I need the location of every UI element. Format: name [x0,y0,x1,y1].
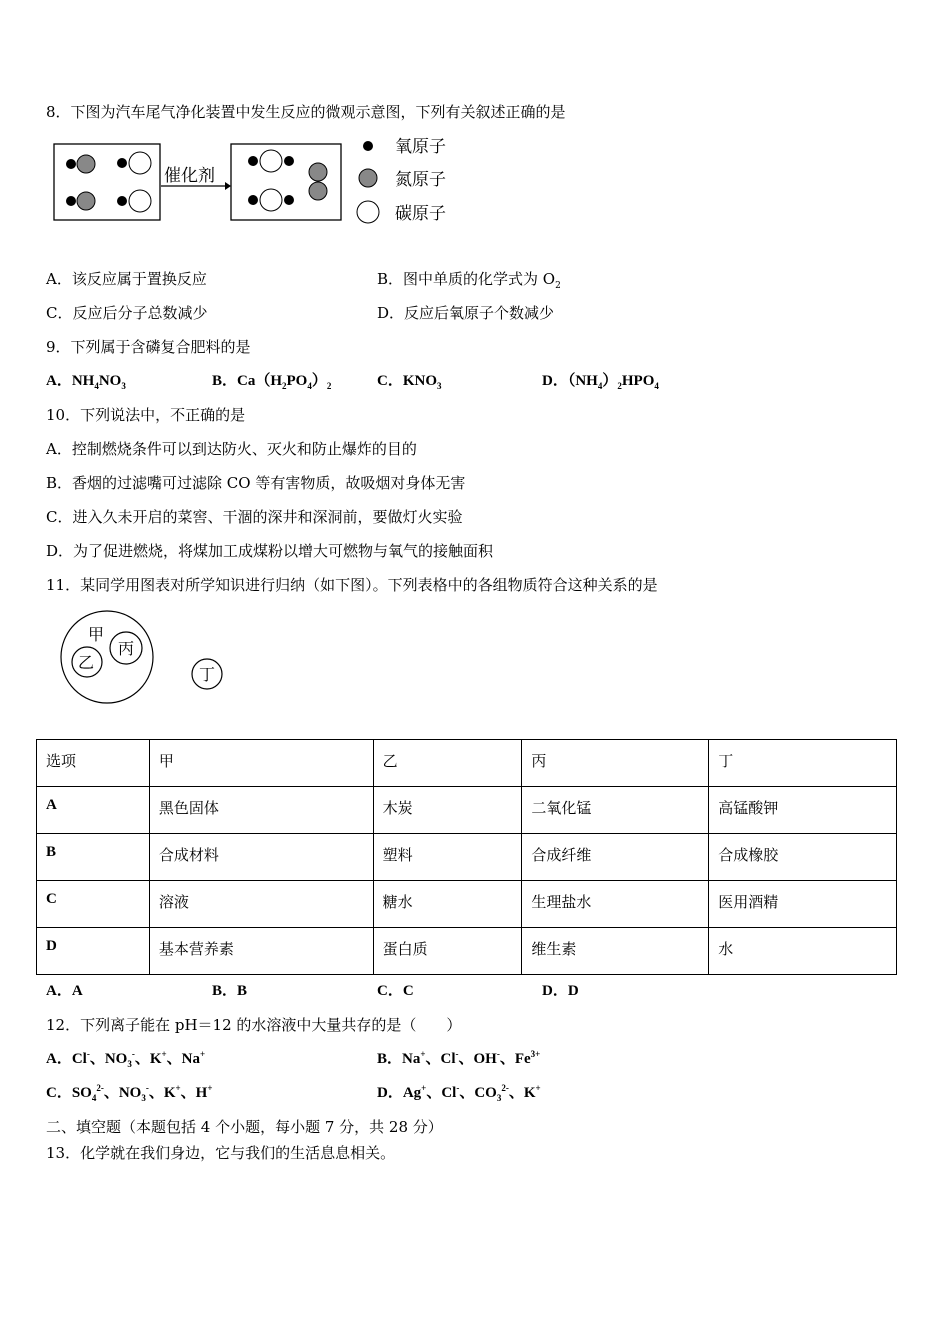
table-cell: 生理盐水 [522,881,709,928]
table-header-row [37,740,897,787]
product-box [231,144,341,220]
q12-option-c: C．$SO_4^{2-}$、$NO_3^-$、K+、H+ [46,1083,213,1103]
table-cell: C [37,881,150,928]
legend-carbon: 碳原子 [395,204,446,224]
q8-option-d: D．反应后氧原子个数减少 [377,304,555,322]
q11-answer-b: B．B [212,983,248,999]
table-cell: 塑料 [373,834,522,881]
table-cell: 蛋白质 [373,928,522,975]
q8-option-a: A．该反应属于置换反应 [46,270,207,288]
table-row [37,881,897,928]
table-header: 甲 [149,740,373,787]
q10-option-b: B．香烟的过滤嘴可过滤除 CO 等有害物质，故吸烟对身体无害 [46,474,466,492]
table-row [37,834,897,881]
q12-option-d: D．Ag+、Cl-、$CO_3^{2-}$、K+ [377,1083,541,1103]
legend-oxygen: 氧原子 [395,137,446,157]
table-cell: 二氧化锰 [522,787,709,834]
table-cell: 医用酒精 [709,881,897,928]
q9-option-d: D．$(NH_4)_2HPO_4$ [542,373,659,391]
table-row [37,928,897,975]
table-cell: 木炭 [373,787,522,834]
table-cell: 合成材料 [149,834,373,881]
legend-nitrogen: 氮原子 [395,170,446,190]
table-cell: 高锰酸钾 [709,787,897,834]
table-header: 丙 [522,740,709,787]
table-header: 丁 [709,740,897,787]
set-diagram [55,610,235,710]
q8-stem: 8．下图为汽车尾气净化装置中发生反应的微观示意图，下列有关叙述正确的是 [46,103,566,121]
q11-answer-a: A．A [46,983,83,999]
q12-option-a: A．Cl-、$NO_3^-$、K+、Na+ [46,1049,206,1069]
q11-answer-d: D．D [542,983,579,999]
q8-option-b: B．图中单质的化学式为 $O_2$ [377,270,561,291]
q11-stem: 11．某同学用图表对所学知识进行归纳（如下图）。下列表格中的各组物质符合这种关系的是 [46,576,658,594]
catalyst-label: 催化剂 [164,166,215,186]
table-cell: A [37,787,150,834]
label-bing: 丙 [118,639,135,658]
q10-stem: 10．下列说法中，不正确的是 [46,406,246,424]
table-header: 选项 [37,740,150,787]
q9-option-c: C．$KNO_3$ [377,373,442,391]
table-cell: D [37,928,150,975]
carbon-atom-icon [357,201,379,223]
table-cell: 合成橡胶 [709,834,897,881]
table-cell: 基本营养素 [149,928,373,975]
q10-option-a: A．控制燃烧条件可以到达防火、灭火和防止爆炸的目的 [46,440,417,458]
table-row [37,787,897,834]
reaction-diagram [50,135,470,230]
q12-option-b: B．Na+、Cl-、OH-、$Fe^{3+}$ [377,1049,541,1067]
q11-answer-c: C．C [377,983,414,999]
table-cell: B [37,834,150,881]
table-cell: 黑色固体 [149,787,373,834]
oxygen-atom-icon [363,141,373,151]
table-cell: 溶液 [149,881,373,928]
section-2-heading: 二、填空题（本题包括 4 个小题，每小题 7 分，共 28 分） [46,1118,443,1136]
q12-stem: 12．下列离子能在 pH＝12 的水溶液中大量共存的是（ ） [46,1016,462,1034]
table-cell: 糖水 [373,881,522,928]
q8-option-c: C．反应后分子总数减少 [46,304,208,322]
q11-table [36,739,897,975]
q10-option-d: D．为了促进燃烧，将煤加工成煤粉以增大可燃物与氧气的接触面积 [46,542,494,560]
table-cell: 水 [709,928,897,975]
table-header: 乙 [373,740,522,787]
q9-option-a: A．$NH_4NO_3$ [46,373,126,391]
label-yi: 乙 [78,653,95,672]
label-jia: 甲 [88,625,105,644]
q9-stem: 9．下列属于含磷复合肥料的是 [46,338,251,356]
label-ding: 丁 [199,665,216,684]
nitrogen-atom-icon [359,169,377,187]
q10-option-c: C．进入久未开启的菜窖、干涸的深井和深洞前，要做灯火实验 [46,508,463,526]
q13-stem: 13．化学就在我们身边，它与我们的生活息息相关。 [46,1144,396,1162]
table-cell: 维生素 [522,928,709,975]
q9-option-b: B．$Ca(H_2PO_4)_2$ [212,373,332,391]
table-cell: 合成纤维 [522,834,709,881]
